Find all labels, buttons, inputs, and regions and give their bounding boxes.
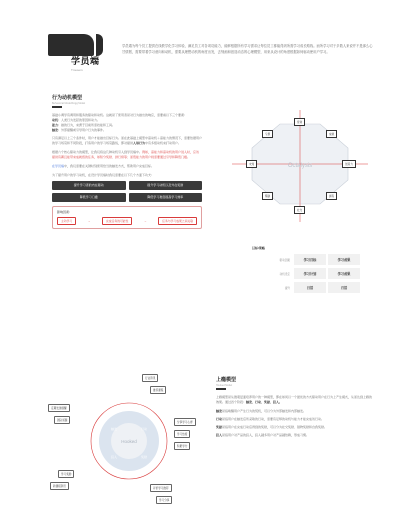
octalysis-node: 使命: [294, 118, 305, 126]
table-row: [250, 268, 362, 279]
octalysis-node: 稀缺: [262, 192, 273, 200]
hooked-center-label: Hooked: [121, 439, 137, 444]
hooked-step-key: 触发: [216, 408, 223, 413]
table-cell: 月活: [328, 282, 360, 293]
hooked-tag: 行业资讯: [142, 374, 158, 382]
strategy-button[interactable]: 降低学习难度提高学习效率: [129, 193, 203, 202]
strategy-button[interactable]: 降低学习门槛: [52, 193, 126, 202]
hooked-tag: 团队氛围: [54, 416, 70, 424]
table-row: [250, 254, 362, 265]
header-logo-shape: [48, 34, 94, 56]
result-pill: 完成任务的可能性: [102, 217, 132, 225]
hooked-section: [216, 376, 374, 438]
hooked-para1: [216, 395, 374, 405]
table-cell: 学习目标: [294, 254, 326, 265]
result-row: [57, 217, 197, 225]
fogg-para2: [52, 136, 202, 146]
table-row-label: 提升: [284, 286, 290, 290]
result-pill: 主动学习: [57, 217, 76, 225]
octalysis-node: 亏损: [262, 130, 273, 138]
fogg-para2-bold: 入每行为: [133, 140, 146, 145]
hooked-step-key: 行动: [216, 416, 223, 421]
hooked-ring-label: 奖励: [140, 455, 148, 459]
strategy-row-2: [52, 193, 202, 202]
hooked-step-value: 是指用户在完成行动后得到的奖励，可以分为社交奖励、猎物奖励和自我奖励。: [222, 424, 328, 429]
table-row: [250, 282, 362, 293]
hooked-title: 上瘾模型: [216, 377, 237, 383]
octalysis-node: 拥有: [326, 192, 337, 200]
result-pill: 任务与学习成果之间关联: [158, 217, 197, 225]
hooked-step-key: 投入: [216, 432, 223, 437]
hooked-step-value: 是指用户在触发后所采取的行动，需要有足够的动机与能力才能完成该行动。: [222, 416, 325, 421]
fogg-item-1-value: 人类行为发起的原因和动力。: [61, 117, 101, 122]
fogg-para1: 基础小调学有调用和服务的驱动和动机。这就是了使用者是对行为做出的响应，需要看以下三个要素：: [52, 112, 188, 117]
arrow-right-icon: →: [87, 218, 91, 223]
page-title: 学员端: [71, 56, 100, 66]
fogg-item-2-key: 能力：: [52, 122, 62, 127]
hooked-tag: 学习热度: [174, 430, 190, 438]
fogg-para4: [52, 164, 202, 169]
hooked-tag: 学习分享: [156, 496, 172, 504]
table-row-label: 驱动因素: [279, 258, 290, 262]
table-caption: 目标/策略: [252, 246, 265, 250]
table-cell: 学习成果: [328, 254, 360, 265]
hooked-tag: 分享学习心得: [174, 418, 196, 426]
hooked-step: [216, 409, 374, 414]
table-cell: 学习成果: [328, 268, 360, 279]
fogg-item-3-key: 触发：: [52, 127, 62, 132]
page-subtitle: Trousers: [71, 68, 83, 72]
hooked-tag: 定期发送提醒: [48, 404, 70, 412]
intro-paragraph: 学员端为每个员工提供在线教学化学习体验，满足员工对各项功能力，能够根据所有学习需求让每位员工都能得到所需学习成长路线。而所学习对于多数人来说并不是那么心甘情愿，需要带着学习意向和动机，需要从理想动机的角度出发，去刻画和创造动态的心理模型，用来从设计的角度根据如何驱动使用户学习。: [122, 44, 373, 54]
hooked-step: [216, 425, 374, 430]
octalysis-center-label: Octalysis: [287, 163, 313, 169]
fogg-title-bar: [52, 106, 62, 108]
table-row-label: 动机设定: [279, 272, 290, 276]
table-cell: 学习计划: [294, 268, 326, 279]
fogg-item-3-value: 外部提醒或引导用户行为的事件。: [61, 127, 107, 132]
fogg-para3-accent: 例如，高能力和高动机的用户进入时，应该提供有趣且能带来成就感的任务，如积分奖励、排行榜等；而低能力的用户则需要通过引导和降低门槛。: [52, 149, 200, 159]
fogg-item-1-key: 动机：: [52, 117, 62, 122]
strategy-row-1: [52, 181, 202, 190]
fogg-para3-text: 根据六个核心驱动力的模型，让我们将这几种动机引入到学员端中。: [52, 149, 143, 154]
fogg-title: 行为动机模型: [52, 95, 83, 101]
hooked-step: [216, 433, 374, 438]
hooked-tag: 新课程资讯: [50, 482, 69, 490]
hooked-tag: 积累学分: [174, 442, 190, 450]
octalysis-node: 社交: [294, 206, 305, 214]
hooked-tag: 评价学习推荐: [150, 484, 172, 492]
hooked-ring-label: 触发: [110, 427, 118, 431]
hooked-tag: 推荐课程: [150, 386, 166, 394]
hooked-para1-text: 上瘾模型是从微观层面培养用户的一种模型，即在如何以一个最优的方式驱动用户在行为上产生模式，从而达到上瘾的效果。通过四个阶段：: [216, 394, 373, 404]
hooked-subtitle: Hooked Model: [216, 384, 233, 387]
octalysis-diagram: [226, 104, 374, 228]
octalysis-node: 创造力: [342, 160, 356, 168]
hooked-title-bar: [216, 388, 226, 390]
hooked-diagram: [44, 366, 214, 516]
hooked-para1-tail: 触发、行动、奖励、投入。: [246, 399, 283, 404]
header-title-block: [71, 54, 100, 72]
goal-table: [250, 246, 362, 296]
hooked-step-value: 是指唤醒用户产生行为的契机，可以分为外部触发和内部触发。: [222, 408, 307, 413]
fogg-item-2-value: 做的行为，来源于目前所需技能和工具。: [61, 122, 116, 127]
result-label: 影响因素：: [57, 209, 73, 214]
strategy-button[interactable]: 提升学习动机以及外在奖励: [129, 181, 203, 190]
hooked-step-key: 奖励: [216, 424, 223, 429]
fogg-para2-text: 只有满足以上三个条件时，用户才能做出目标行为。而在此基础上模型中高动机＋高能力的情况下，需要依据用户的学习场景和不同阶段，打造用户的学习场景路线，即对提供: [52, 135, 203, 145]
strategy-button[interactable]: 提升学习者的内在驱动: [52, 181, 126, 190]
fogg-para3: [52, 150, 202, 160]
hooked-step: [216, 417, 374, 422]
hooked-step-value: 是指用户对产品的投入，投入越多用户对产品越依赖，形成习惯。: [222, 432, 310, 437]
hooked-ring-label: 投入: [110, 455, 118, 459]
strategy-label: 为了提升用户的学习动机，在设计学员端时我们需要在以下几个方面下功夫：: [52, 172, 155, 177]
hooked-svg: [44, 366, 214, 516]
fogg-para4-blue: 在学员端: [52, 163, 65, 168]
fogg-subtitle: Behavioral Model/Fogg Model: [52, 102, 86, 105]
octalysis-node: 成就: [326, 130, 337, 138]
fogg-section: [52, 94, 202, 229]
table-cell: 日活: [294, 282, 326, 293]
octalysis-node: 未知: [246, 160, 257, 168]
table-caption-row: [250, 246, 362, 250]
result-box: [52, 206, 202, 229]
fogg-para2-tail: 中有多组动机来打动用户。: [145, 140, 182, 145]
fogg-item-3: [52, 128, 202, 133]
fogg-para4-text: 中，我们需要在关键时刻使用恰当的触发方式，帮助用户完成目标。: [64, 163, 155, 168]
hooked-ring-label: 行动: [140, 427, 148, 431]
hooked-tag: 学习奖励: [58, 470, 74, 478]
arrow-right-icon: →: [143, 218, 147, 223]
